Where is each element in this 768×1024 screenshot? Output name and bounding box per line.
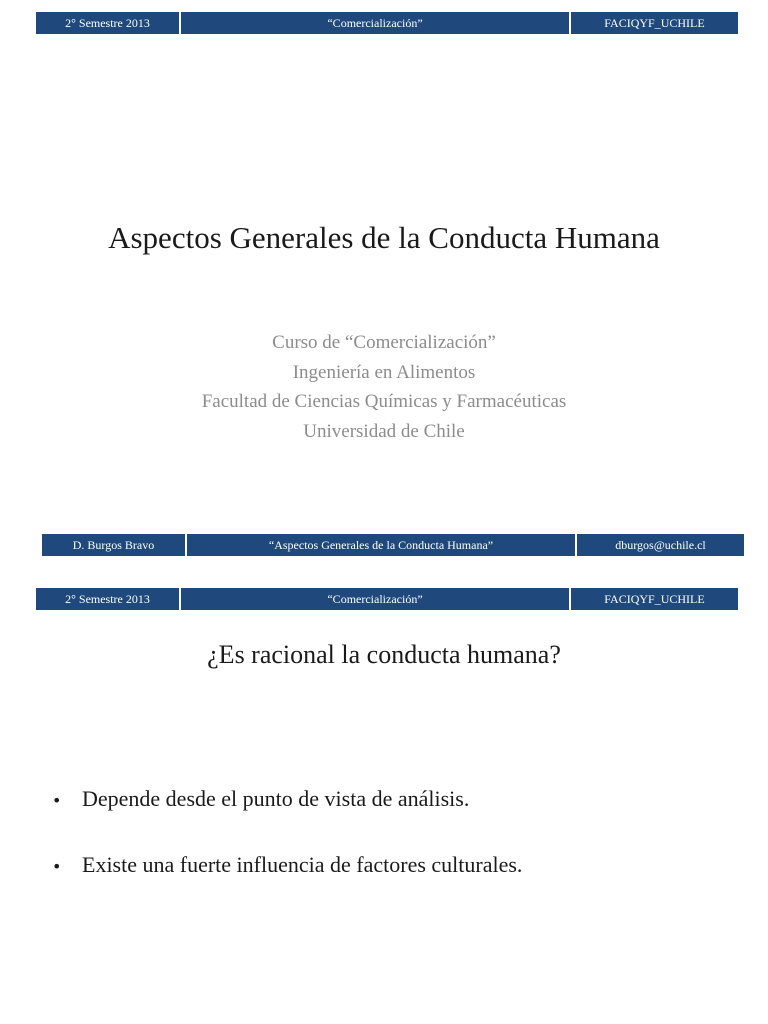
slide1-title: Aspectos Generales de la Conducta Humana [108,220,660,255]
header-course: “Comercialización” [181,588,569,610]
footer-author: D. Burgos Bravo [42,534,185,556]
slide2-header-bar [36,588,738,610]
header-institution: FACIQYF_UCHILE [571,12,738,34]
bullet-item [52,786,522,812]
bullet-icon: • [52,791,62,810]
bullet-item [52,852,522,878]
slide2-bullet-list [52,786,522,918]
header-semester: 2° Semestre 2013 [36,588,179,610]
subtitle-line: Universidad de Chile [303,420,465,442]
bullet-text: Depende desde el punto de vista de análisis. [82,786,470,811]
subtitle-line: Facultad de Ciencias Químicas y Farmacéuticas [201,391,567,412]
footer-email: dburgos@uchile.cl [577,534,744,556]
slide2-title: ¿Es racional la conducta humana? [207,640,561,669]
bullet-text: Existe una fuerte influencia de factores culturales. [82,852,523,877]
subtitle-line: Ingeniería en Alimentos [292,361,476,383]
slide1-subtitle [0,328,768,446]
header-semester: 2° Semestre 2013 [36,12,179,34]
header-course: “Comercialización” [181,12,569,34]
subtitle-line: Curso de “Comercialización” [272,332,496,353]
footer-topic: “Aspectos Generales de la Conducta Humana” [187,534,575,556]
header-institution: FACIQYF_UCHILE [571,588,738,610]
slide1-footer-bar [42,534,744,556]
slide1-header-bar [36,12,738,34]
bullet-icon: • [52,857,62,876]
